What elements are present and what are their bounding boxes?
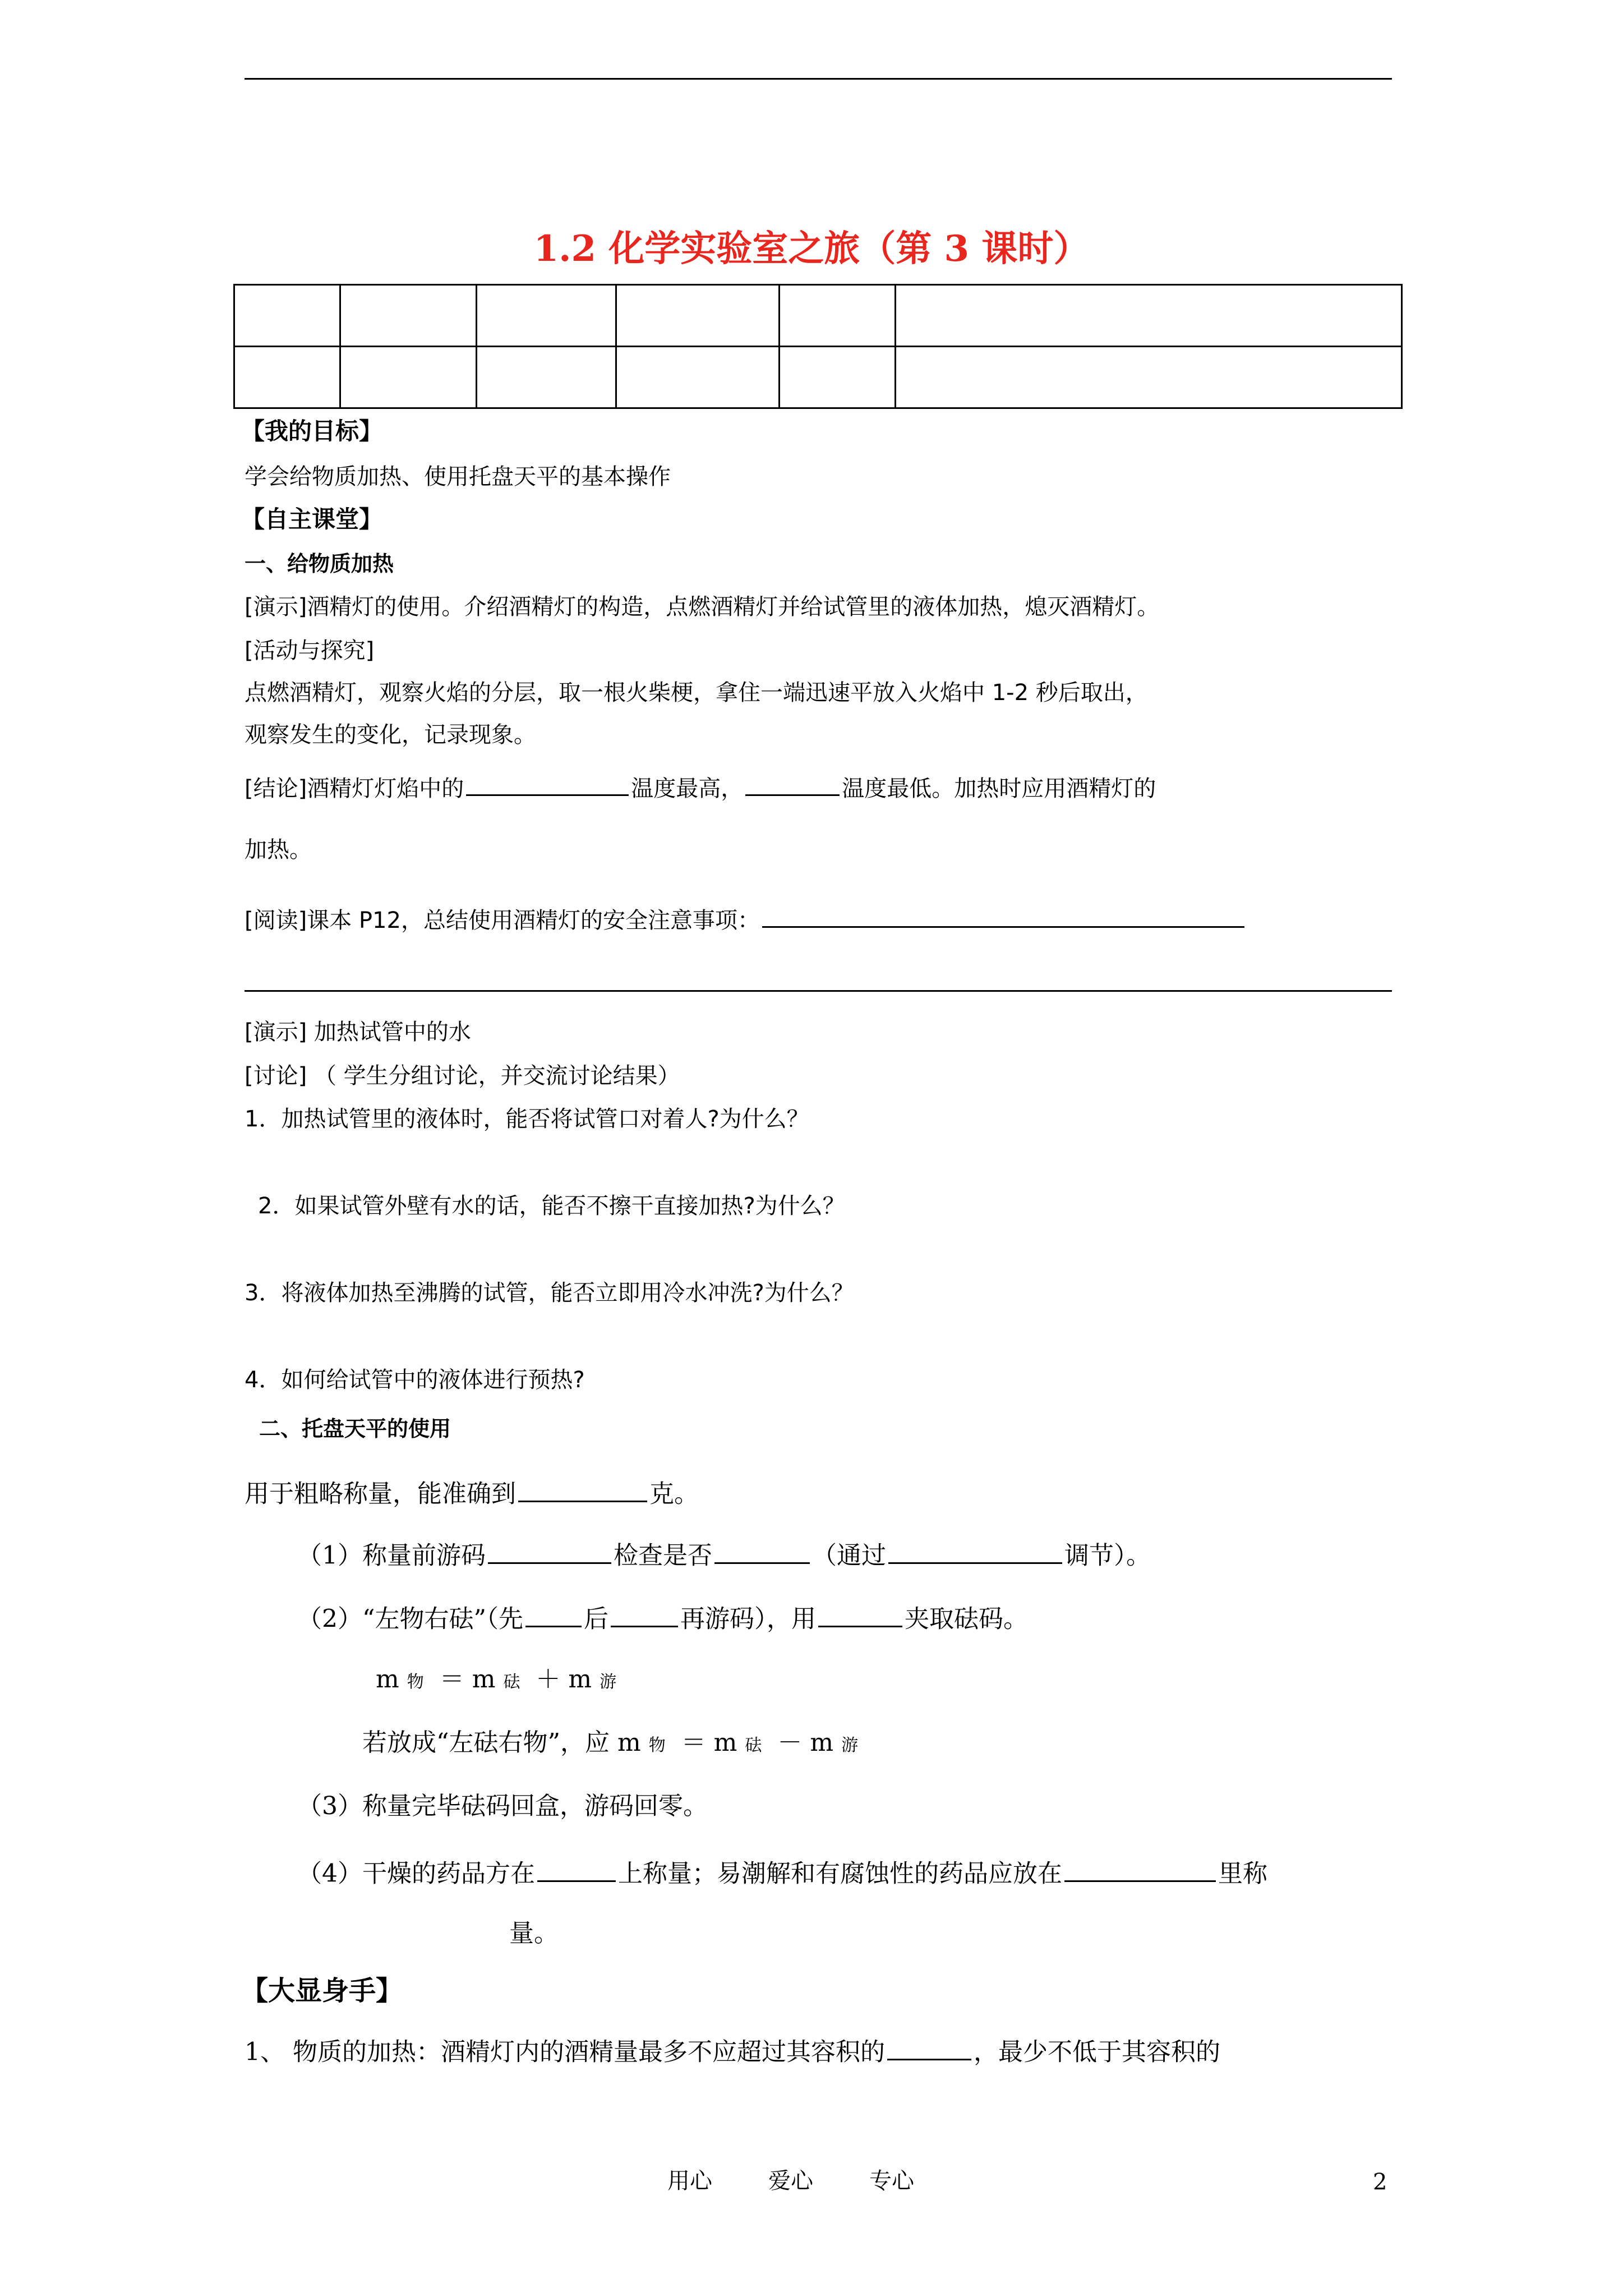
reading-line	[245, 906, 1247, 932]
step4-blank-2[interactable]	[1064, 1858, 1216, 1882]
table-cell	[616, 347, 780, 408]
reading-blank[interactable]	[762, 906, 1244, 928]
question-1: 1．加热试管里的液体时，能否将试管口对着人?为什么？	[245, 1106, 809, 1132]
formula2-sub-wu: 物	[648, 1736, 666, 1755]
discussion-heading: [讨论] （ 学生分组讨论，并交流讨论结果）	[245, 1063, 680, 1089]
formula1-m: m	[376, 1665, 399, 1694]
question-2: 2．如果试管外壁有水的话，能否不擦干直接加热?为什么？	[258, 1193, 845, 1219]
show-q1-text-b: ，最少不低于其容积的	[973, 2037, 1220, 2067]
page-number: 2	[1373, 2169, 1387, 2195]
balance-step-3: （3）称量完毕砝码回盒，游码回零。	[297, 1792, 708, 1820]
conclusion-blank-2[interactable]	[745, 774, 840, 796]
goal-text: 学会给物质加热、使用托盘天平的基本操作	[245, 464, 671, 490]
table-cell	[780, 347, 896, 408]
formula2-sub-fa: 砝	[745, 1736, 762, 1755]
formula2-eq: ＝ m	[681, 1728, 737, 1757]
step1-text-a: （1）称量前游码	[297, 1541, 486, 1570]
reading-text: [阅读]课本 P12，总结使用酒精灯的安全注意事项：	[245, 908, 760, 933]
conclusion-blank-1[interactable]	[466, 774, 629, 796]
demo-2: [演示] 加热试管中的水	[245, 1019, 471, 1045]
demo-1: [演示]酒精灯的使用。介绍酒精灯的构造，点燃酒精灯并给试管里的液体加热，熄灭酒精灯。	[245, 594, 1160, 620]
step4-text-b: 上称量；易潮解和有腐蚀性的药品应放在	[618, 1859, 1062, 1888]
balance-intro	[245, 1478, 699, 1507]
step2-blank-2[interactable]	[611, 1603, 678, 1627]
formula1-sub-wu: 物	[407, 1672, 424, 1692]
step4-text-c: 里称	[1218, 1859, 1267, 1888]
formula2-text: 若放成“左砝右物”，应 m	[362, 1728, 641, 1757]
formula2-sub-you: 游	[841, 1736, 859, 1755]
step1-blank-2[interactable]	[714, 1540, 810, 1564]
part1-heading: 一、给物质加热	[245, 551, 394, 576]
step1-text-c: （通过	[812, 1541, 886, 1570]
formula-1	[376, 1667, 616, 1692]
balance-step-4	[297, 1858, 1267, 1887]
step4-text-a: （4）干燥的药品方在	[297, 1859, 535, 1888]
table-cell	[477, 285, 616, 347]
table-cell	[896, 285, 1402, 347]
table-cell	[616, 285, 780, 347]
step1-blank-3[interactable]	[888, 1540, 1062, 1564]
formula1-sub-you: 游	[600, 1672, 617, 1692]
conclusion-end: 加热。	[245, 837, 312, 863]
balance-intro-a: 用于粗略称量，能准确到	[245, 1479, 516, 1508]
answer-rule	[245, 990, 1392, 992]
table-cell	[896, 347, 1402, 408]
step2-blank-3[interactable]	[818, 1603, 902, 1627]
table-cell	[234, 347, 340, 408]
formula1-eq: ＝ m	[439, 1665, 496, 1694]
footer-motto-1: 用心	[667, 2168, 712, 2194]
table-cell	[477, 347, 616, 408]
footer-motto-3: 专心	[869, 2168, 914, 2194]
table-cell	[340, 285, 477, 347]
table-cell	[340, 347, 477, 408]
conclusion-part-c: 温度最低。加热时应用酒精灯的	[842, 776, 1156, 802]
conclusion-part-b: 温度最高，	[631, 776, 744, 802]
show-q1-blank[interactable]	[887, 2036, 971, 2060]
balance-intro-b: 克。	[649, 1479, 699, 1508]
formula1-plus: ＋ m	[536, 1665, 592, 1694]
step4-blank-1[interactable]	[537, 1858, 616, 1882]
show-q1-text-a: 1、 物质的加热：酒精灯内的酒精量最多不应超过其容积的	[245, 2037, 885, 2067]
activity-heading: [活动与探究]	[245, 638, 375, 664]
question-4: 4．如何给试管中的液体进行预热?	[245, 1367, 585, 1393]
header-rule	[245, 78, 1392, 80]
table-cell	[234, 285, 340, 347]
balance-blank-precision[interactable]	[518, 1478, 647, 1502]
balance-step-1	[297, 1540, 1151, 1568]
step2-text-c: 再游码），用	[680, 1604, 816, 1634]
balance-step-4-end: 量。	[509, 1919, 559, 1948]
question-3: 3．将液体加热至沸腾的试管，能否立即用冷水冲洗?为什么？	[245, 1280, 854, 1306]
show-question-1	[245, 2036, 1220, 2065]
step2-blank-1[interactable]	[525, 1603, 582, 1627]
formula1-sub-fa: 砝	[503, 1672, 520, 1692]
show-heading: 【大显身手】	[241, 1975, 403, 2007]
formula2-minus: － m	[777, 1728, 834, 1757]
part2-heading: 二、托盘天平的使用	[259, 1416, 451, 1441]
step1-blank-1[interactable]	[488, 1540, 611, 1564]
page-title: 1.2 化学实验室之旅（第 3 课时）	[533, 228, 1090, 270]
step1-text-d: 调节）。	[1064, 1541, 1151, 1570]
table-cell	[780, 285, 896, 347]
step2-text-d: 夹取砝码。	[904, 1604, 1028, 1634]
conclusion-part-a: [结论]酒精灯灯焰中的	[245, 776, 464, 802]
balance-step-2	[297, 1603, 1028, 1632]
step2-text-a: （2）“左物右砝”（先	[297, 1604, 523, 1634]
info-table	[233, 284, 1403, 409]
step2-text-b: 后	[583, 1604, 608, 1634]
conclusion-line	[245, 774, 1156, 800]
formula-2	[362, 1728, 859, 1757]
activity-line-2: 观察发生的变化，记录现象。	[245, 722, 536, 748]
self-study-heading: 【自主课堂】	[241, 505, 383, 533]
footer-motto-2: 爱心	[768, 2168, 813, 2194]
goal-heading: 【我的目标】	[241, 417, 383, 445]
activity-line-1: 点燃酒精灯，观察火焰的分层，取一根火柴梗，拿住一端迅速平放入火焰中 1-2 秒后取出，	[245, 680, 1148, 706]
step1-text-b: 检查是否	[614, 1541, 712, 1570]
